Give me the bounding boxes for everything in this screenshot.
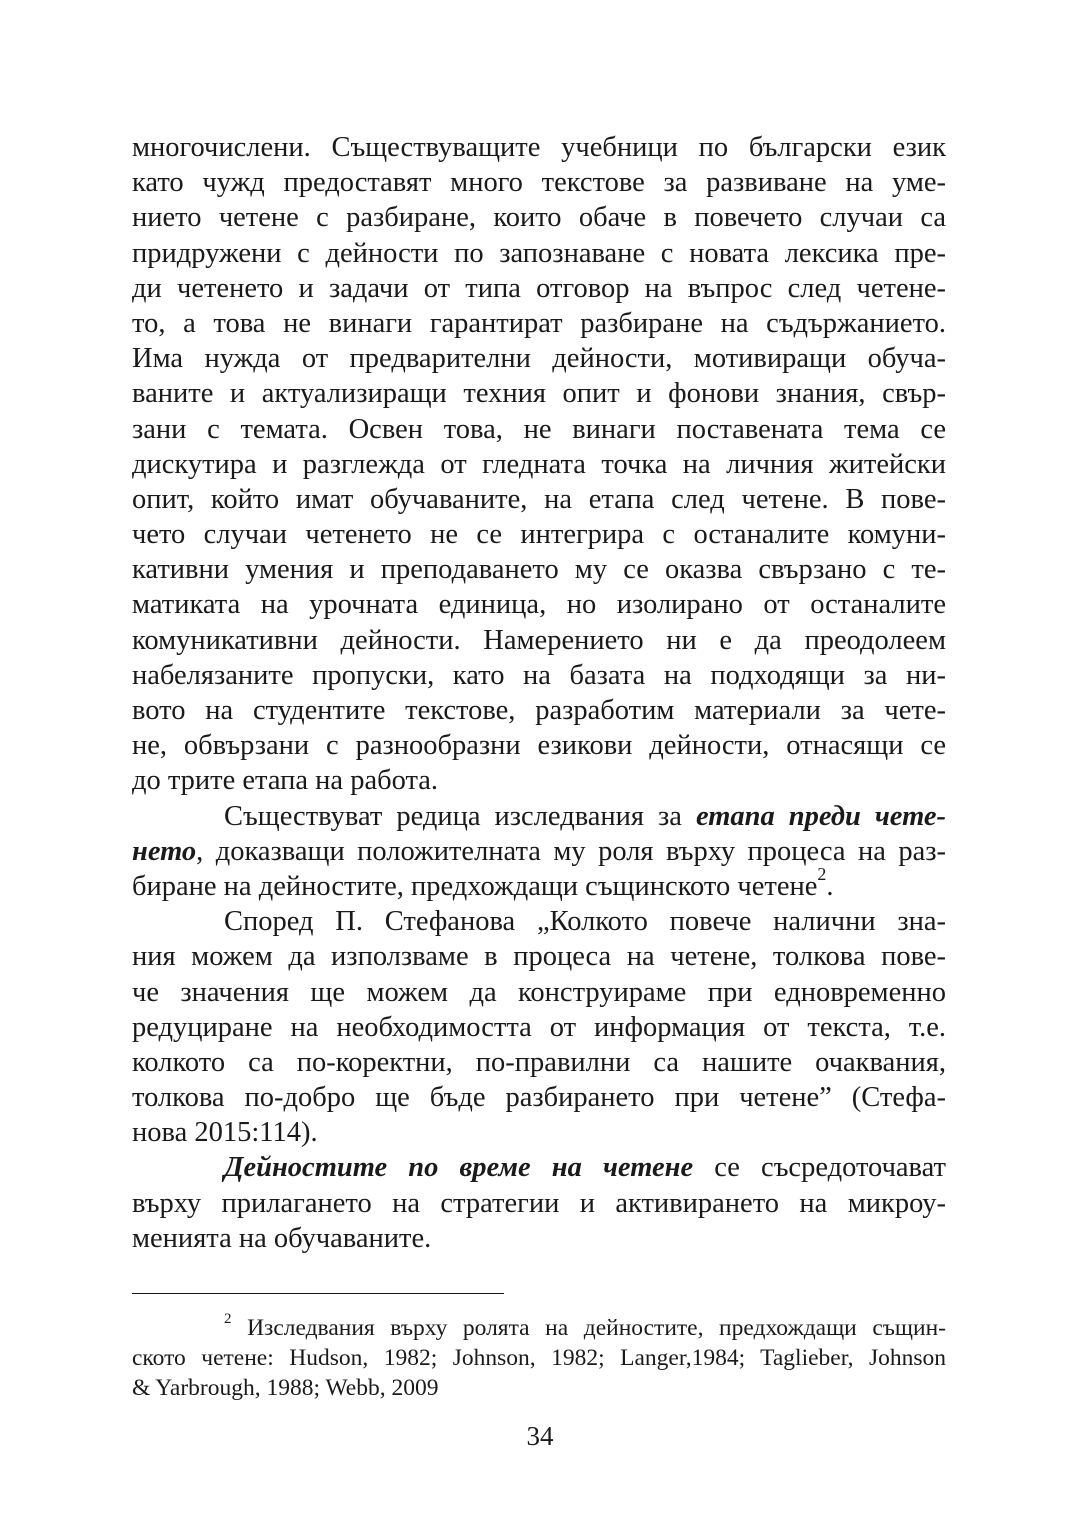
text-line: нова 2015:114). bbox=[132, 1117, 318, 1149]
text-line: ваните и актуализиращи техния опит и фонови знания, свър- bbox=[132, 378, 946, 410]
emphasized-term: нето bbox=[132, 835, 197, 867]
text-line: то, а това не винаги гарантират разбиране на съдържанието. bbox=[132, 307, 946, 339]
footnote-reference[interactable]: 2 bbox=[817, 864, 827, 885]
emphasized-term: Дейностите по време на четене bbox=[224, 1152, 694, 1184]
footnote-marker: 2 bbox=[224, 1311, 232, 1328]
plain-text: Съществуват редица изследвания за bbox=[224, 800, 696, 832]
paragraph-1 bbox=[132, 130, 946, 799]
text-line: матиката на урочната единица, но изолирано от останалите bbox=[132, 589, 946, 621]
text-line: опит, който имат обучаваните, на етапа след четене. В пове- bbox=[132, 483, 946, 515]
plain-text: Изследвания върху ролята на дейностите, предхождащи същин- bbox=[231, 1315, 946, 1341]
text-line: редуциране на необходимостта от информация от текста, т.е. bbox=[132, 1011, 946, 1043]
plain-text: биране на дейностите, предхождащи същинското четене bbox=[132, 870, 818, 902]
text-line: Има нужда от предварителни дейности, мотивиращи обуча- bbox=[132, 343, 946, 375]
paragraph-3 bbox=[132, 904, 946, 1150]
text-line: кативни умения и преподаването му се оказва свързано с те- bbox=[132, 554, 946, 586]
text-line: Според П. Стефанова „Колкото повече налични зна- bbox=[224, 906, 946, 938]
text-line: комуникативни дейности. Намерението ни е да преодолеем bbox=[132, 624, 946, 656]
text-line: ди четенето и задачи от типа отговор на въпрос след четене- bbox=[132, 272, 946, 304]
text-line: нието четене с разбиране, които обаче в повечето случаи са bbox=[132, 202, 946, 234]
page-number: 34 bbox=[526, 1421, 554, 1451]
text-line: върху прилагането на стратегии и активирането на микроу- bbox=[132, 1187, 946, 1219]
footnote-separator bbox=[132, 1293, 504, 1294]
text-line: че значения ще можем да конструираме при едновременно bbox=[132, 976, 946, 1008]
text-line: менията на обучаваните. bbox=[132, 1222, 432, 1254]
paragraph-2 bbox=[132, 799, 946, 905]
body-text bbox=[132, 130, 946, 1256]
plain-text: . bbox=[826, 870, 834, 902]
text-line: не, обвързани с разнообразни езикови дейности, отнасящи се bbox=[132, 730, 946, 762]
text-line: дискутира и разглежда от гледната точка на личния житейски bbox=[132, 448, 946, 480]
text-line: като чужд предоставят много текстове за развиване на уме- bbox=[132, 167, 946, 199]
footnote-line: ското четене: Hudson, 1982; Johnson, 1982; Langer,1984; Taglieber, Johnson bbox=[132, 1344, 946, 1371]
text-line: зани с темата. Освен това, не винаги поставената тема се bbox=[132, 413, 946, 445]
plain-text: , доказващи положителната му роля върху процеса на раз- bbox=[196, 835, 946, 867]
paragraph-4 bbox=[132, 1150, 946, 1256]
text-line bbox=[132, 799, 946, 834]
text-line bbox=[132, 1150, 946, 1185]
text-line: придружени с дейности по запознаване с новата лексика пре- bbox=[132, 237, 946, 269]
footnote bbox=[132, 1311, 946, 1403]
text-line: чето случаи четенето не се интегрира с останалите комуни- bbox=[132, 519, 946, 551]
text-line: вото на студентите текстове, разработим материали за чете- bbox=[132, 695, 946, 726]
plain-text: се съсредоточават bbox=[693, 1152, 947, 1184]
text-line: многочислени. Съществуващите учебници по български език bbox=[132, 132, 946, 163]
text-line: колкото са по-коректни, по-правилни са нашите очаквания, bbox=[132, 1046, 946, 1078]
footnote-line: & Yarbrough, 1988; Webb, 2009 bbox=[132, 1374, 439, 1401]
footnote-line bbox=[132, 1311, 946, 1344]
text-line: ния можем да използваме в процеса на четене, толкова пове- bbox=[132, 941, 946, 973]
text-line: толкова по-добро ще бъде разбирането при четене” (Стефа- bbox=[132, 1082, 946, 1114]
text-line bbox=[132, 864, 946, 904]
text-line: до трите етапа на работа. bbox=[132, 765, 439, 797]
emphasized-term: етапа преди чете- bbox=[695, 800, 946, 832]
text-line: набелязаните пропуски, като на базата на подходящи за ни- bbox=[132, 659, 946, 691]
